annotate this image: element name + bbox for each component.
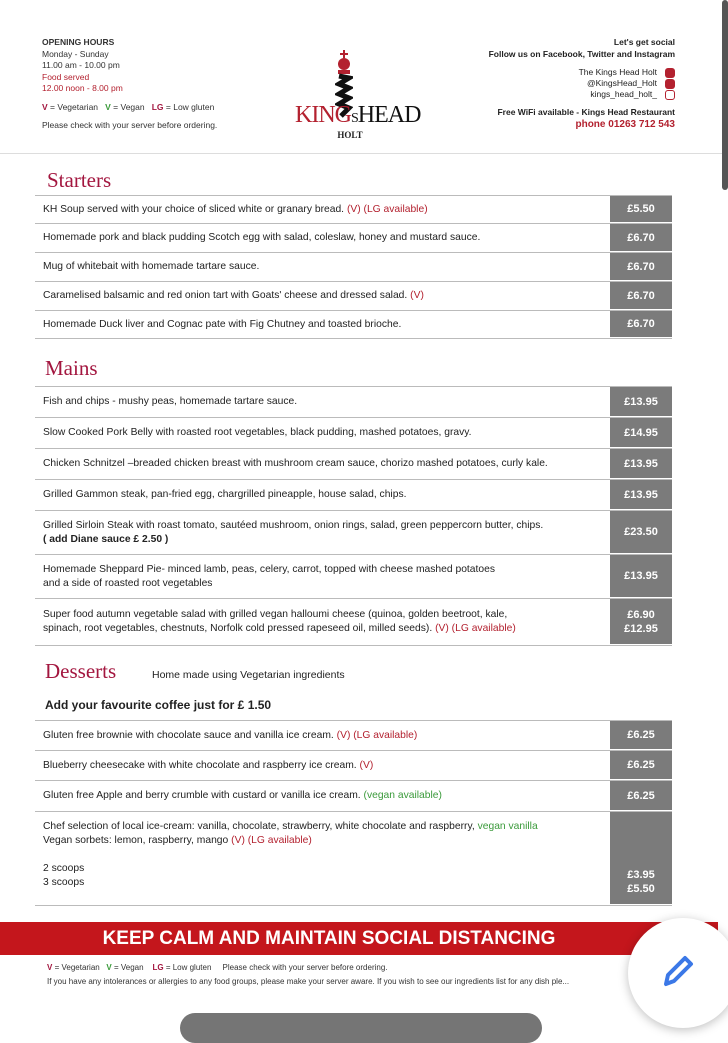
check-note: Please check with your server before ordering. — [42, 120, 218, 130]
mains-heading: Mains — [45, 356, 98, 380]
item-description: Grilled Sirloin Steak with roast tomato, sautéed mushroom, onion rings, salad, green peppercorn butter, chips. — [43, 519, 544, 531]
menu-item-row[interactable] — [35, 781, 672, 812]
footer-legend — [47, 963, 388, 972]
menu-item-row[interactable] — [35, 599, 672, 646]
menu-item-row[interactable] — [35, 282, 672, 311]
menu-item-row[interactable] — [35, 812, 672, 906]
two-scoops: 2 scoops — [43, 863, 85, 874]
allergy-note: If you have any intolerances or allergies to any food groups, please make your server aware. If you wish to see our ingredients list for any dish ple... — [47, 977, 570, 986]
dietary-note: (V) (LG available) — [336, 729, 418, 741]
social-distancing-banner: KEEP CALM AND MAINTAIN SOCIAL DISTANCING — [0, 922, 718, 955]
vegan-label: = Vegan — [113, 101, 145, 112]
opening-title: OPENING HOURS — [42, 37, 115, 47]
lg-key: LG — [151, 101, 164, 112]
item-description: Gluten free Apple and berry crumble with custard or vanilla ice cream. — [43, 790, 361, 801]
menu-item-row[interactable] — [35, 449, 672, 480]
item-description-2: ( add Diane sauce £ 2.50 ) — [43, 533, 169, 545]
item-description: Fish and chips - mushy peas, homemade tartare sauce. — [43, 396, 298, 407]
price: £6.70 — [627, 231, 655, 244]
item-description: Super food autumn vegetable salad with grilled vegan halloumi cheese (quinoa, golden beetroot, kale, — [43, 609, 508, 620]
starters-heading: Starters — [47, 168, 112, 192]
item-description-2: Vegan sorbets: lemon, raspberry, mango — [43, 835, 229, 846]
kings-head-logo — [295, 50, 421, 145]
item-description: Homemade Sheppard Pie- minced lamb, peas, celery, carrot, topped with cheese mashed potatoes — [43, 563, 495, 575]
desserts-heading: Desserts — [45, 659, 117, 683]
item-description: Homemade pork and black pudding Scotch egg with salad, coleslaw, honey and mustard sauce. — [43, 232, 481, 243]
food-hours: 12.00 noon - 8.00 pm — [42, 83, 123, 93]
menu-item-row[interactable] — [35, 418, 672, 449]
vegan-key: V — [105, 101, 111, 112]
price: £13.95 — [624, 395, 658, 408]
price: £6.70 — [627, 318, 655, 330]
item-description: Homemade Duck liver and Cognac pate with Fig Chutney and toasted brioche. — [43, 318, 402, 330]
facebook-icon[interactable] — [665, 68, 675, 78]
facebook-handle[interactable]: The Kings Head Holt — [578, 67, 657, 77]
item-description: Gluten free brownie with chocolate sauce and vanilla ice cream. — [43, 729, 334, 741]
v-key: V — [42, 101, 48, 112]
mains-table — [35, 386, 672, 646]
lg-label: = Low gluten — [165, 963, 212, 972]
menu-item-row[interactable] — [35, 253, 672, 282]
price: £13.95 — [624, 488, 658, 501]
starters-table — [35, 195, 672, 339]
menu-item-row[interactable] — [35, 511, 672, 555]
item-description: KH Soup served with your choice of sliced white or granary bread. — [43, 203, 345, 215]
vegan-note: vegan vanilla — [477, 821, 538, 832]
desserts-subtitle: Home made using Vegetarian ingredients — [152, 669, 345, 681]
menu-item-row[interactable] — [35, 555, 672, 599]
menu-item-row[interactable] — [35, 224, 672, 253]
dietary-note: (V) — [410, 290, 424, 301]
social-info — [489, 37, 675, 130]
opening-hours — [42, 37, 217, 132]
three-scoops: 3 scoops — [43, 877, 85, 888]
item-description: Chicken Schnitzel –breaded chicken breast with mushroom cream sauce, chorizo mashed potatoes, curly kale. — [43, 458, 548, 469]
logo-s: S — [351, 111, 358, 126]
wifi-info: Free WiFi available - Kings Head Restaurant — [497, 107, 675, 117]
desserts-table — [35, 720, 672, 906]
item-description: Chef selection of local ice-cream: vanilla, chocolate, strawberry, white chocolate and raspberry, — [43, 821, 475, 832]
twitter-icon[interactable] — [665, 79, 675, 89]
menu-item-row[interactable] — [35, 311, 672, 339]
menu-header — [0, 0, 728, 154]
v-label: = Vegetarian — [54, 963, 100, 972]
check-note: Please check with your server before ordering. — [222, 963, 388, 972]
price: £13.95 — [624, 570, 658, 582]
item-description: Slow Cooked Pork Belly with roasted root vegetables, black pudding, mashed potatoes, gravy. — [43, 427, 472, 438]
item-description: Caramelised balsamic and red onion tart with Goats' cheese and dressed salad. — [43, 290, 408, 301]
vegan-label: = Vegan — [113, 963, 144, 972]
item-description: Mug of whitebait with homemade tartare sauce. — [43, 261, 260, 272]
logo-holt: HOLT — [337, 130, 363, 140]
instagram-icon[interactable] — [665, 90, 675, 100]
edit-button[interactable] — [628, 918, 728, 1028]
item-description: Blueberry cheesecake with white chocolate and raspberry ice cream. — [43, 759, 357, 771]
price: £6.25 — [627, 789, 655, 802]
dietary-note: (V) (LG available) — [435, 623, 516, 634]
price: £3.95 — [627, 869, 655, 881]
pencil-icon — [658, 950, 698, 990]
price: £23.50 — [624, 526, 658, 538]
home-indicator[interactable] — [180, 1013, 542, 1043]
v-label: = Vegetarian — [50, 101, 99, 112]
food-served: Food served — [42, 71, 90, 82]
vegan-note: (vegan available) — [363, 790, 442, 801]
logo-kings: KING — [295, 102, 351, 128]
menu-item-row[interactable] — [35, 196, 672, 224]
price-2: £12.95 — [624, 622, 658, 635]
price: £5.50 — [627, 203, 655, 215]
dietary-note: (V) (LG available) — [346, 203, 428, 215]
hours: 11.00 am - 10.00 pm — [42, 60, 120, 70]
legend — [42, 102, 217, 114]
menu-item-row[interactable] — [35, 387, 672, 418]
lg-key: LG — [152, 963, 164, 972]
price: £6.90 — [627, 608, 655, 621]
menu-item-row[interactable] — [35, 751, 672, 781]
social-sub: Follow us on Facebook, Twitter and Instagram — [488, 48, 675, 59]
vegan-key: V — [106, 963, 112, 972]
price-2: £5.50 — [627, 883, 655, 895]
instagram-handle[interactable]: kings_head_holt_ — [590, 89, 657, 99]
price: £13.95 — [624, 457, 658, 470]
dietary-note: (V) (LG available) — [231, 835, 312, 846]
coffee-offer: Add your favourite coffee just for £ 1.50 — [45, 698, 272, 712]
social-title: Let's get social — [613, 37, 675, 47]
scrollbar[interactable] — [722, 0, 728, 190]
twitter-handle[interactable]: @KingsHead_Holt — [586, 78, 657, 88]
price: £14.95 — [624, 426, 658, 439]
phone-number[interactable]: phone 01263 712 543 — [575, 118, 675, 130]
price: £6.25 — [627, 729, 655, 741]
menu-item-row[interactable] — [35, 480, 672, 511]
v-key: V — [47, 963, 53, 972]
item-description-2: spinach, root vegetables, chestnuts, Norfolk cold pressed rapeseed oil, milled seeds). — [43, 623, 433, 634]
logo-head: HEAD — [357, 102, 421, 128]
price: £6.70 — [627, 260, 655, 273]
price: £6.70 — [627, 289, 655, 302]
item-description-2: and a side of roasted root vegetables — [43, 577, 213, 589]
logo-name — [295, 102, 421, 129]
item-description: Grilled Gammon steak, pan-fried egg, chargrilled pineapple, house salad, chips. — [43, 489, 407, 500]
price: £6.25 — [627, 759, 655, 771]
days: Monday - Sunday — [42, 48, 109, 59]
lg-label: = Low gluten — [165, 101, 215, 112]
dietary-note: (V) — [359, 759, 374, 771]
menu-item-row[interactable] — [35, 721, 672, 751]
